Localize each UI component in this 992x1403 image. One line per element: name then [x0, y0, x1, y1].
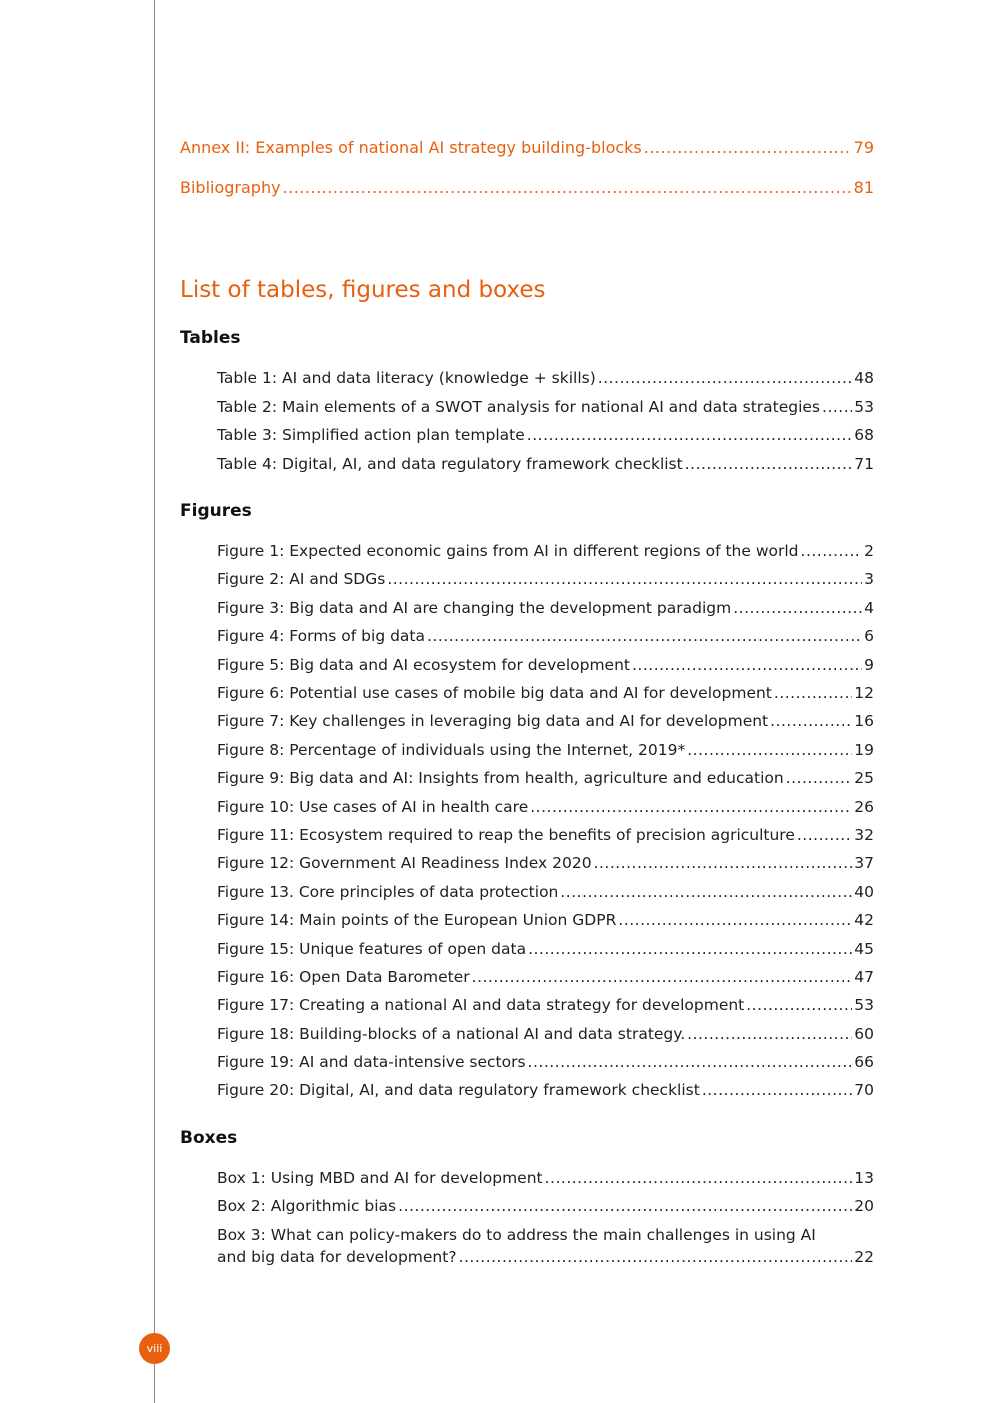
toc-entry-bibliography[interactable]	[180, 178, 874, 197]
dot-leader	[528, 940, 852, 958]
dot-leader	[822, 398, 852, 416]
entry-text: Figure 16: Open Data Barometer	[217, 968, 470, 986]
figures-heading: Figures	[180, 501, 252, 521]
entry-text: Figure 17: Creating a national AI and data strategy for development	[217, 996, 745, 1014]
tables-heading: Tables	[180, 328, 241, 348]
figure-entry[interactable]	[217, 570, 874, 588]
dot-leader	[530, 798, 852, 816]
dot-leader	[632, 656, 862, 674]
toc-entry-text: Bibliography	[180, 178, 281, 197]
margin-rule	[154, 0, 155, 1403]
entry-page: 9	[864, 656, 874, 674]
entry-line2	[217, 1248, 874, 1266]
figure-entry[interactable]	[217, 1081, 874, 1099]
entry-page: 53	[854, 398, 874, 416]
entry-text: Figure 15: Unique features of open data	[217, 940, 527, 958]
entry-page: 40	[854, 883, 874, 901]
figure-entry[interactable]	[217, 911, 874, 929]
dot-leader	[459, 1248, 853, 1266]
dot-leader	[797, 826, 852, 844]
entry-page: 4	[864, 599, 874, 617]
entry-page: 22	[854, 1248, 874, 1266]
entry-text: Figure 12: Government AI Readiness Index 2020	[217, 854, 592, 872]
toc-entry-annex-ii[interactable]	[180, 138, 874, 157]
entry-page: 16	[854, 712, 874, 730]
figure-entry[interactable]	[217, 769, 874, 787]
entry-page: 42	[854, 911, 874, 929]
entry-text: Figure 20: Digital, AI, and data regulatory framework checklist	[217, 1081, 700, 1099]
dot-leader	[398, 1197, 852, 1215]
table-entry[interactable]	[217, 426, 874, 444]
figure-entry[interactable]	[217, 883, 874, 901]
dot-leader	[594, 854, 853, 872]
table-entry[interactable]	[217, 455, 874, 473]
entry-text: Figure 7: Key challenges in leveraging big data and AI for development	[217, 712, 769, 730]
dot-leader	[472, 968, 853, 986]
entry-page: 53	[854, 996, 874, 1014]
entry-text: Figure 19: AI and data-intensive sectors	[217, 1053, 526, 1071]
entry-page: 2	[864, 542, 874, 560]
entry-text: Figure 14: Main points of the European Union GDPR	[217, 911, 617, 929]
figure-entry[interactable]	[217, 798, 874, 816]
entry-text: Figure 4: Forms of big data	[217, 627, 426, 645]
entry-text: Figure 5: Big data and AI ecosystem for development	[217, 656, 630, 674]
entry-page: 26	[854, 798, 874, 816]
dot-leader	[702, 1081, 852, 1099]
figure-entry[interactable]	[217, 599, 874, 617]
dot-leader	[598, 369, 852, 387]
dot-leader	[687, 741, 852, 759]
entry-page: 60	[854, 1025, 874, 1043]
entry-text: Figure 9: Big data and AI: Insights from health, agriculture and education	[217, 769, 784, 787]
entry-page: 47	[854, 968, 874, 986]
entry-page: 48	[854, 369, 874, 387]
dot-leader	[644, 138, 852, 157]
entry-text-line1: Box 3: What can policy-makers do to address the main challenges in using AI	[217, 1226, 816, 1244]
dot-leader	[733, 599, 862, 617]
dot-leader	[387, 570, 862, 588]
dot-leader	[770, 712, 852, 730]
entry-text: Figure 10: Use cases of AI in health care	[217, 798, 529, 816]
figure-entry[interactable]	[217, 1053, 874, 1071]
figure-entry[interactable]	[217, 826, 874, 844]
figure-entry[interactable]	[217, 1025, 874, 1043]
entry-page: 12	[854, 684, 874, 702]
dot-leader	[685, 455, 853, 473]
page-number-badge: viii	[139, 1333, 170, 1364]
dot-leader	[801, 542, 863, 560]
box-entry[interactable]	[217, 1169, 874, 1187]
entry-text: Table 1: AI and data literacy (knowledge + skills)	[217, 369, 596, 387]
entry-text: Figure 8: Percentage of individuals using the Internet, 2019*	[217, 741, 686, 759]
entry-text: Figure 6: Potential use cases of mobile big data and AI for development	[217, 684, 772, 702]
entry-text: Box 1: Using MBD and AI for development	[217, 1169, 543, 1187]
dot-leader	[774, 684, 852, 702]
toc-entry-page: 81	[853, 178, 874, 197]
table-entry[interactable]	[217, 398, 874, 416]
entry-page: 66	[854, 1053, 874, 1071]
entry-text: Figure 11: Ecosystem required to reap the benefits of precision agriculture	[217, 826, 795, 844]
box-entry-multiline[interactable]	[217, 1226, 874, 1266]
dot-leader	[545, 1169, 853, 1187]
figure-entry[interactable]	[217, 656, 874, 674]
figure-entry[interactable]	[217, 627, 874, 645]
entry-text: Figure 1: Expected economic gains from AI in different regions of the world	[217, 542, 799, 560]
boxes-heading: Boxes	[180, 1128, 238, 1148]
entry-text: Box 2: Algorithmic bias	[217, 1197, 397, 1215]
entry-page: 6	[864, 627, 874, 645]
dot-leader	[687, 1025, 852, 1043]
list-title: List of tables, figures and boxes	[180, 277, 546, 303]
figure-entry[interactable]	[217, 940, 874, 958]
entry-page: 25	[854, 769, 874, 787]
figure-entry[interactable]	[217, 684, 874, 702]
toc-entry-page: 79	[853, 138, 874, 157]
dot-leader	[427, 627, 862, 645]
dot-leader	[618, 911, 852, 929]
entry-page: 70	[854, 1081, 874, 1099]
entry-page: 20	[854, 1197, 874, 1215]
entry-text: Table 3: Simplified action plan template	[217, 426, 525, 444]
dot-leader	[746, 996, 852, 1014]
toc-entry-text: Annex II: Examples of national AI strategy building-blocks	[180, 138, 642, 157]
figure-entry[interactable]	[217, 712, 874, 730]
entry-text: Figure 2: AI and SDGs	[217, 570, 386, 588]
figure-entry[interactable]	[217, 854, 874, 872]
entry-page: 68	[854, 426, 874, 444]
entry-text: Table 4: Digital, AI, and data regulatory framework checklist	[217, 455, 683, 473]
dot-leader	[786, 769, 853, 787]
entry-text: Figure 13. Core principles of data protection	[217, 883, 559, 901]
figure-entry[interactable]	[217, 996, 874, 1014]
dot-leader	[283, 178, 852, 197]
entry-page: 37	[854, 854, 874, 872]
entry-text: Table 2: Main elements of a SWOT analysis for national AI and data strategies	[217, 398, 821, 416]
entry-page: 3	[864, 570, 874, 588]
entry-page: 19	[854, 741, 874, 759]
dot-leader	[527, 426, 852, 444]
entry-text-line2: and big data for development?	[217, 1248, 457, 1266]
entry-text: Figure 18: Building-blocks of a national AI and data strategy.	[217, 1025, 686, 1043]
entry-page: 13	[854, 1169, 874, 1187]
figure-entry[interactable]	[217, 968, 874, 986]
dot-leader	[528, 1053, 853, 1071]
box-entry[interactable]	[217, 1197, 874, 1215]
entry-page: 71	[854, 455, 874, 473]
figure-entry[interactable]	[217, 741, 874, 759]
entry-text: Figure 3: Big data and AI are changing the development paradigm	[217, 599, 732, 617]
entry-page: 32	[854, 826, 874, 844]
entry-page: 45	[854, 940, 874, 958]
figure-entry[interactable]	[217, 542, 874, 560]
dot-leader	[560, 883, 852, 901]
table-entry[interactable]	[217, 369, 874, 387]
